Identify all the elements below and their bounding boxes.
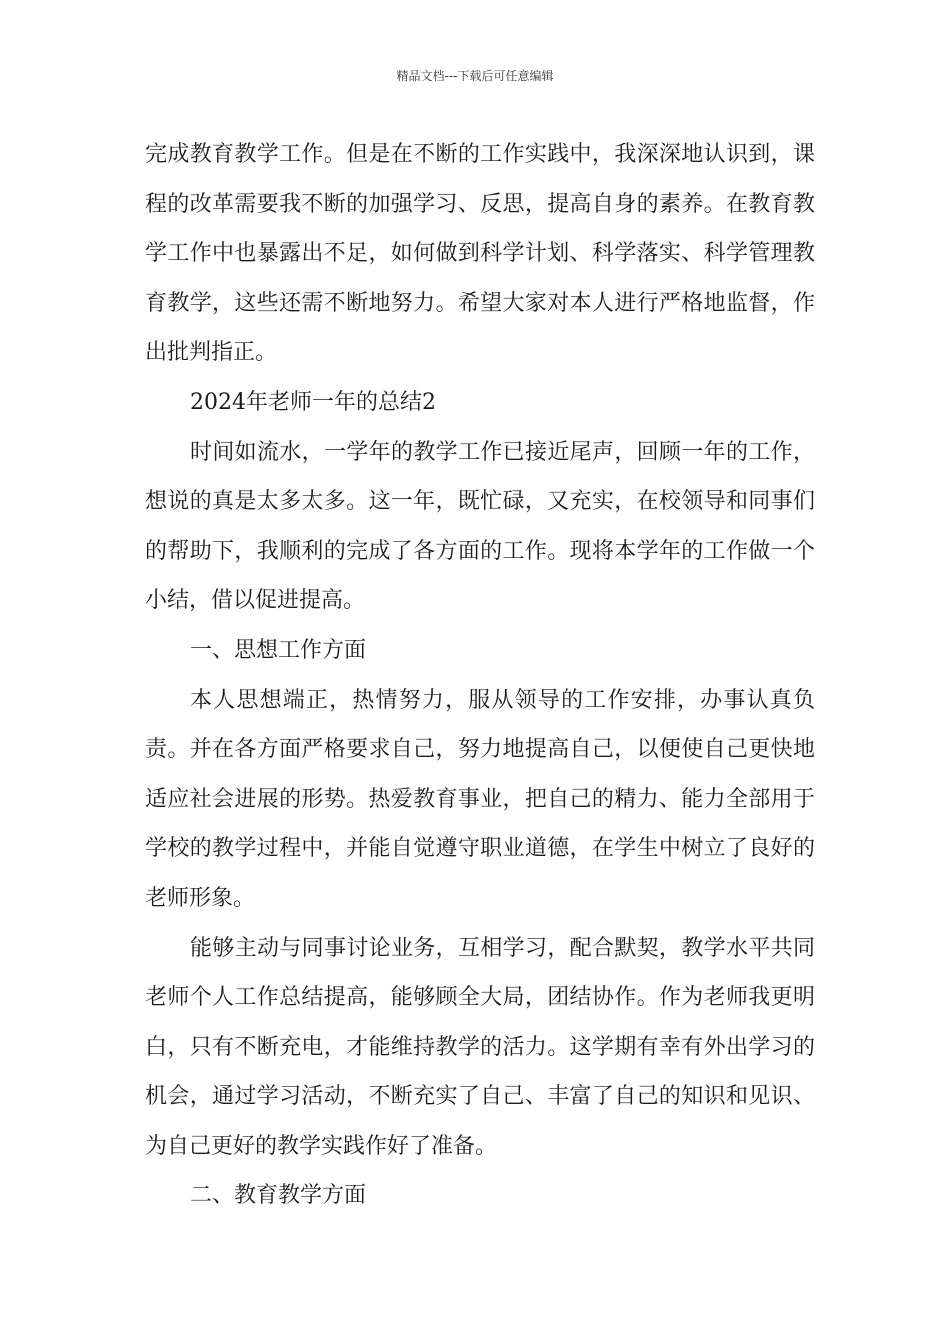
page-header: 精品文档---下载后可任意编辑 [396, 69, 554, 83]
section-title: 2024年老师一年的总结2 [190, 389, 436, 415]
paragraph-intro: 时间如流水，一学年的教学工作已接近尾声，回顾一年的工作，想说的真是太多太多。这一年，既忙碌，又充实，在校领导和同事们的帮助下，我顺利的完成了各方面的工作。现将本学年的工作做一个小结，借以促进提高。 [145, 439, 815, 614]
heading-teaching: 二、教育教学方面 [190, 1183, 367, 1209]
paragraph-ideology: 本人思想端正，热情努力，服从领导的工作安排，办事认真负责。并在各方面严格要求自己，努力地提高自己，以便使自己更快地适应社会进展的形势。热爱教育事业，把自己的精力、能力全部用于学校的教学过程中，并能自觉遵守职业道德，在学生中树立了良好的老师形象。 [145, 687, 815, 911]
heading-ideology: 一、思想工作方面 [190, 637, 367, 663]
document-body [145, 130, 815, 1221]
paragraph-cooperation: 能够主动与同事讨论业务，互相学习，配合默契，教学水平共同老师个人工作总结提高，能够顾全大局，团结协作。作为老师我更明白，只有不断充电，才能维持教学的活力。这学期有幸有外出学习的机会，通过学习活动，不断充实了自己、丰富了自己的知识和见识、为自己更好的教学实践作好了准备。 [145, 935, 815, 1159]
paragraph-continuation: 完成教育教学工作。但是在不断的工作实践中，我深深地认识到，课程的改革需要我不断的加强学习、反思，提高自身的素养。在教育教学工作中也暴露出不足，如何做到科学计划、科学落实、科学管理教育教学，这些还需不断地努力。希望大家对本人进行严格地监督，作出批判指正。 [145, 142, 815, 366]
